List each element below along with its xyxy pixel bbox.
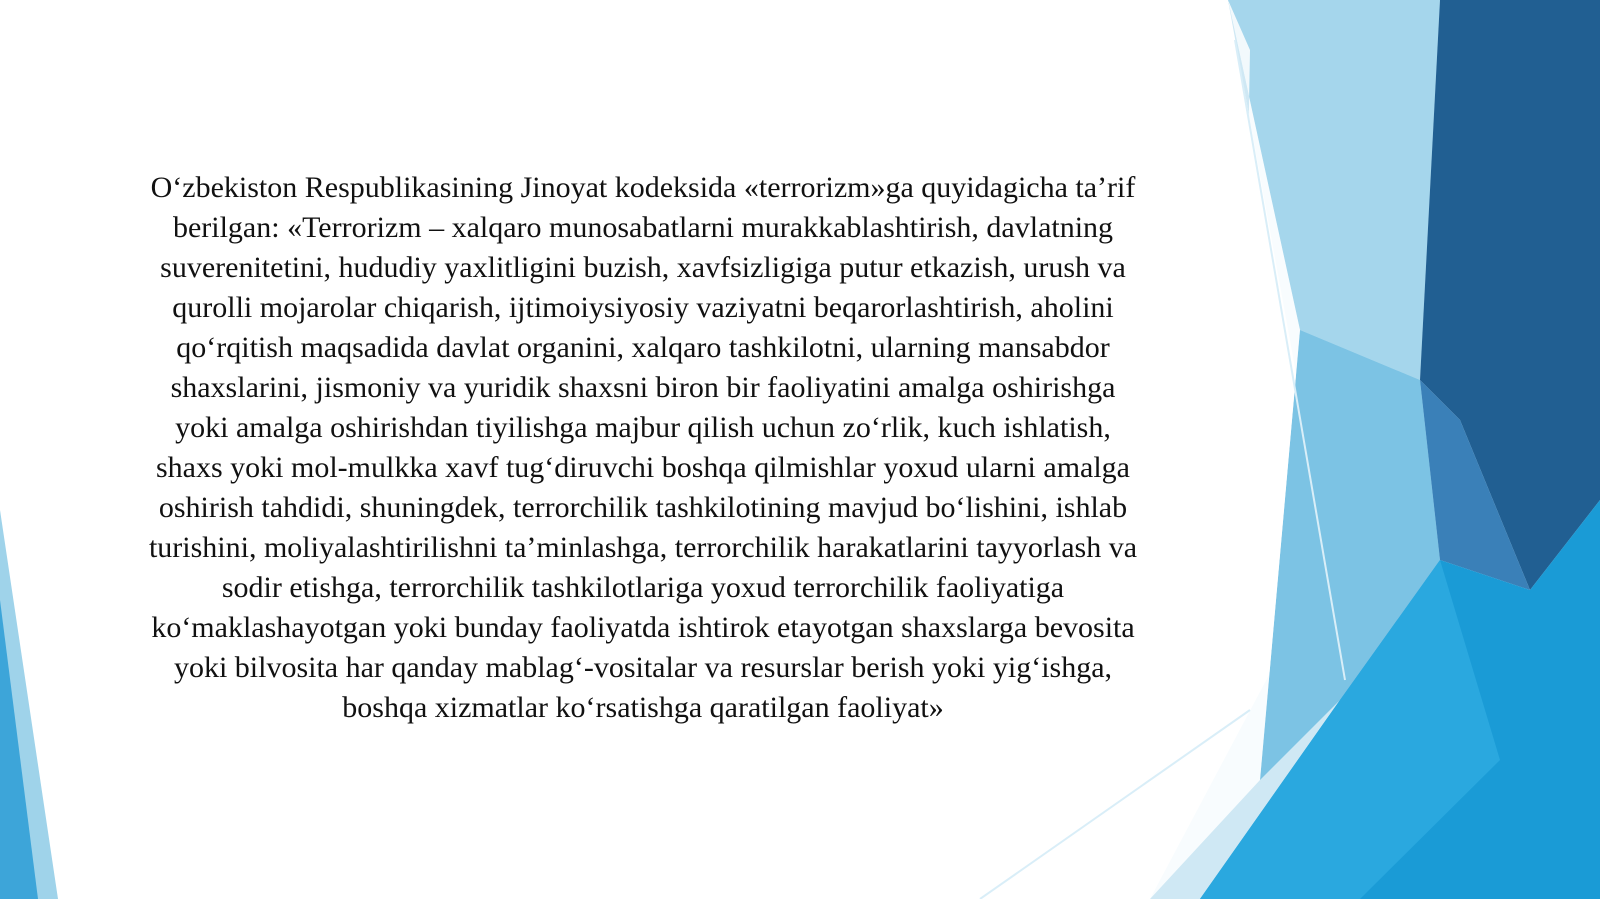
text-line: oshirish tahdidi, shuningdek, terrorchilik tashkilotining mavjud bo‘lishini, ishlab	[158, 491, 1128, 524]
text-line: O‘zbekiston Respublikasining Jinoyat kodeksida «terrorizm»ga quyidagicha ta’rif	[150, 171, 1136, 204]
text-line: turishini, moliyalashtirilishni ta’minlashga, terrorchilik harakatlarini tayyorlash va	[148, 531, 1138, 564]
text-line: qo‘rqitish maqsadida davlat organini, xalqaro tashkilotni, ularning mansabdor	[176, 331, 1110, 364]
text-line: berilgan: «Terrorizm – xalqaro munosabatlarni murakkablashtirish, davlatning	[172, 211, 1114, 244]
definition-text	[88, 168, 1198, 728]
text-line: shaxslarini, jismoniy va yuridik shaxsni biron bir faoliyatini amalga oshirishga	[170, 371, 1116, 404]
text-line: ko‘maklashayotgan yoki bunday faoliyatda ishtirok etayotgan shaxslarga bevosita	[151, 611, 1135, 644]
text-line: shaxs yoki mol-mulkka xavf tug‘diruvchi boshqa qilmishlar yoxud ularni amalga	[156, 451, 1130, 484]
text-line: suverenitetini, hududiy yaxlitligini buzish, xavfsizligiga putur etkazish, urush va	[160, 251, 1126, 284]
text-line: qurolli mojarolar chiqarish, ijtimoiysiyosiy vaziyatni beqarorlashtirish, aholini	[172, 291, 1114, 324]
text-line: sodir etishga, terrorchilik tashkilotlariga yoxud terrorchilik faoliyatiga	[221, 571, 1065, 604]
text-line: boshqa xizmatlar ko‘rsatishga qaratilgan faoliyat»	[342, 691, 944, 724]
text-line: yoki bilvosita har qanday mablag‘-vositalar va resurslar berish yoki yig‘ishga,	[173, 651, 1113, 684]
text-line: yoki amalga oshirishdan tiyilishga majbur qilish uchun zo‘rlik, kuch ishlatish,	[175, 411, 1111, 444]
